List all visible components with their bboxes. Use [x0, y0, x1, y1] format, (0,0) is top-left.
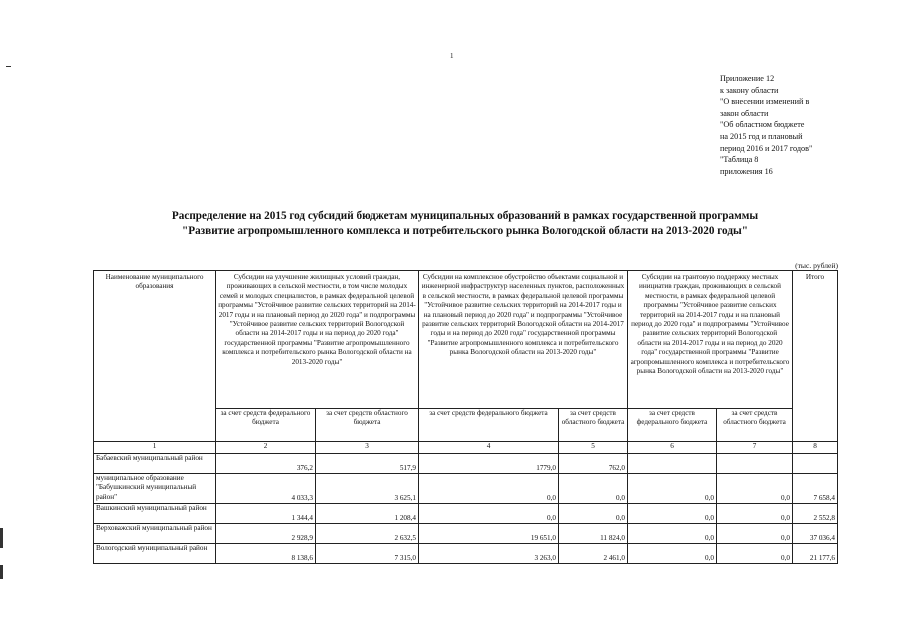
table-row: [94, 504, 838, 524]
title-line-1: Распределение на 2015 год субсидий бюджетам муниципальных образований в рамках государственной программы: [171, 210, 759, 222]
header-sub-federal: за счет средств федерального бюджета: [419, 409, 559, 442]
cell-value: 1 208,4: [316, 504, 419, 524]
table-row: [94, 524, 838, 544]
column-number: 1: [94, 442, 216, 454]
cell-value: 0,0: [559, 504, 628, 524]
cell-value: 0,0: [717, 544, 793, 564]
cell-value: 0,0: [628, 544, 717, 564]
column-number: 7: [717, 442, 793, 454]
appendix-line: "О внесении изменений в: [720, 97, 810, 107]
cell-value: 37 036,4: [793, 524, 838, 544]
row-name: Бабаевский муниципальный район: [94, 454, 216, 474]
table-row: [94, 454, 838, 474]
header-sub-federal: за счет средств федерального бюджета: [628, 409, 717, 442]
cell-value: 0,0: [628, 524, 717, 544]
row-name: муниципальное образование "Бабушкинский муниципальный район": [94, 474, 216, 504]
cell-value: 7 315,0: [316, 544, 419, 564]
column-number: 3: [316, 442, 419, 454]
cell-value: 1779,0: [419, 454, 559, 474]
appendix-note: [720, 73, 890, 177]
cell-value: 3 625,1: [316, 474, 419, 504]
column-number: 8: [793, 442, 838, 454]
column-number: 5: [559, 442, 628, 454]
column-number: 4: [419, 442, 559, 454]
column-number: 2: [216, 442, 316, 454]
appendix-line: "Об областном бюджете: [720, 120, 805, 130]
header-group-housing: Субсидии на улучшение жилищных условий граждан, проживающих в сельской местности, в том числе молодых семей и молодых специалистов, в рамках федеральной целевой программы "Устойчивое развитие сельских территорий на 2014-2017 годы и на плановый период до 2020 года" и подпрограммы "Устойчивое развитие сельских территорий Вологодской области на 2014-2017 годы и на период до 2020 года" государственной программы "Развитие агропромышленного комплекса и потребительского рынка Вологодской области на 2013-2020 годы": [216, 271, 419, 409]
cell-value: 0,0: [628, 504, 717, 524]
row-name: Вашкинский муниципальный район: [94, 504, 216, 524]
cell-value: 376,2: [216, 454, 316, 474]
cell-value: 2 461,0: [559, 544, 628, 564]
cell-value: 0,0: [419, 504, 559, 524]
header-sub-regional: за счет средств областного бюджета: [717, 409, 793, 442]
header-group-infrastructure: Субсидии на комплексное обустройство объектами социальной и инженерной инфраструктур населенных пунктов, расположенных в сельской местности, в рамках федеральной целевой программы "Устойчивое развитие сельских территорий на 2014-2017 годы и на плановый период до 2020 года" и подпрограммы "Устойчивое развитие сельских территорий Вологодской области на 2014-2017 годы и на период до 2020 года" государственной программы "Развитие агропромышленного комплекса и потребительского рынка Вологодской области на 2013-2020 годы": [419, 271, 628, 409]
appendix-line: "Таблица 8: [720, 155, 759, 165]
cell-value: 2 632,5: [316, 524, 419, 544]
appendix-line: период 2016 и 2017 годов": [720, 143, 813, 153]
header-sub-regional: за счет средств областного бюджета: [316, 409, 419, 442]
cell-value: 11 824,0: [559, 524, 628, 544]
cell-value: 0,0: [717, 474, 793, 504]
appendix-line: закон области: [720, 108, 769, 118]
cell-value: 21 177,6: [793, 544, 838, 564]
cell-value: 0,0: [559, 474, 628, 504]
header-group-grants: Субсидии на грантовую поддержку местных инициатив граждан, проживающих в сельской местности, в рамках федеральной целевой программы "Устойчивое развитие сельских территорий на 2014-2017 годы и на плановый период до 2020 года" и подпрограммы "Устойчивое развитие сельских территорий Вологодской области на 2014-2017 годы и на период до 2020 года" государственной программы "Развитие агропромышленного комплекса и потребительского рынка Вологодской области на 2013-2020 годы": [628, 271, 793, 409]
appendix-line: к закону области: [720, 85, 779, 95]
cell-value: 2 928,9: [216, 524, 316, 544]
column-number-row: [94, 442, 838, 454]
cell-value: 2 552,8: [793, 504, 838, 524]
cell-value: 1 344,4: [216, 504, 316, 524]
row-name: Верховажский муниципальный район: [94, 524, 216, 544]
scan-edge-mark: [6, 66, 11, 67]
document-title: [80, 209, 850, 239]
cell-value: 762,0: [559, 454, 628, 474]
table-row: [94, 544, 838, 564]
appendix-line: приложения 16: [720, 166, 773, 176]
cell-value: 0,0: [717, 504, 793, 524]
units-label: (тыс. рублей): [795, 261, 838, 270]
cell-value: 19 651,0: [419, 524, 559, 544]
appendix-line: на 2015 год и плановый: [720, 131, 803, 141]
header-name: Наименование муниципального образования: [94, 271, 216, 442]
cell-value: 0,0: [628, 474, 717, 504]
header-total: Итого: [793, 271, 838, 442]
scan-edge-mark: [0, 565, 3, 579]
cell-value: 4 033,3: [216, 474, 316, 504]
appendix-line: Приложение 12: [720, 74, 775, 83]
scan-edge-mark: [0, 528, 3, 548]
title-line-2: "Развитие агропромышленного комплекса и потребительского рынка Вологодской области на 2013-2020 годы": [182, 225, 748, 237]
cell-value: 0,0: [717, 524, 793, 544]
cell-value: 3 263,0: [419, 544, 559, 564]
header-sub-regional: за счет средств областного бюджета: [559, 409, 628, 442]
cell-value: 517,9: [316, 454, 419, 474]
row-name: Вологодский муниципальный район: [94, 544, 216, 564]
cell-value: 8 138,6: [216, 544, 316, 564]
column-number: 6: [628, 442, 717, 454]
page-number-mark: 1: [450, 52, 454, 60]
subsidy-table: [93, 270, 838, 564]
cell-value: [793, 454, 838, 474]
cell-value: 0,0: [419, 474, 559, 504]
cell-value: [717, 454, 793, 474]
cell-value: 7 658,4: [793, 474, 838, 504]
table-row: [94, 474, 838, 504]
cell-value: [628, 454, 717, 474]
header-sub-federal: за счет средств федерального бюджета: [216, 409, 316, 442]
